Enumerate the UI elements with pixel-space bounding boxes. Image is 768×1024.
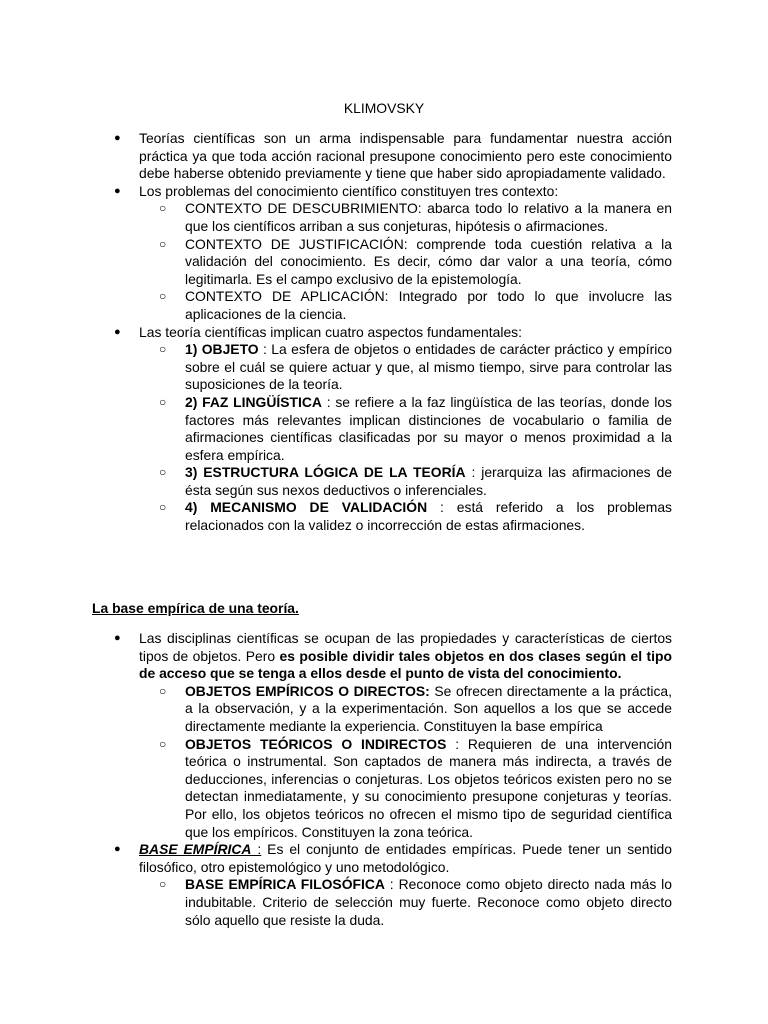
list-item: ● BASE EMPÍRICA : Es el conjunto de entidades empíricas. Puede tener un sentido filosófico, otro epistemológico y uno metodológico. ○ BASE EMPÍRICA FILOSÓFICA : Reconoce como objeto directo nada más lo indubitable. Criterio de selección muy fuerte. Reconoce como objeto directo sólo aquello que resiste la duda. <box>92 841 672 929</box>
sub-list-item: ○ CONTEXTO DE APLICACIÓN: Integrado por todo lo que involucre las aplicaciones de la ciencia. <box>139 288 672 323</box>
sub-list-item: ○ CONTEXTO DE DESCUBRIMIENTO: abarca todo lo relativo a la manera en que los científicos arriban a sus conjeturas, hipótesis o afirmaciones. <box>139 200 672 235</box>
aspects-sublist <box>139 341 672 535</box>
sub-list-item: ○ CONTEXTO DE JUSTIFICACIÓN: comprende toda cuestión relativa a la validación del conocimiento. Es decir, cómo dar valor a una teoría, cómo legitimarla. Es el campo exclusivo de la epistemología. <box>139 236 672 289</box>
contexts-sublist <box>139 200 672 323</box>
sub-list-item: ○ OBJETOS TEÓRICOS O INDIRECTOS : Requieren de una intervención teórica o instrumental. Son captados de manera más indirecta, a través de deducciones, inferencias o conjeturas. Los objetos teóricos existen pero no se detectan inmediatamente, y su conocimiento presupone conjeturas y teorías. Por ello, los objetos teóricos no ofrecen el mismo tipo de seguridad científica que los empíricos. Constituyen la zona teórica. <box>139 736 672 842</box>
sub-list-item: ○ 3) ESTRUCTURA LÓGICA DE LA TEORÍA : jerarquiza las afirmaciones de ésta según sus nexos deductivos o inferenciales. <box>139 464 672 499</box>
document-title: KLIMOVSKY <box>343 100 425 116</box>
list-item: ● Las disciplinas científicas se ocupan de las propiedades y características de ciertos tipos de objetos. Pero es posible dividir tales objetos en dos clases según el tipo de acceso que se tenga a ellos desde el punto de vista del conocimiento. ○ OBJETOS EMPÍRICOS O DIRECTOS: Se ofrecen directamente a la práctica, a la observación, y a la experimentación. Son aquellos a los que se accede directamente mediante la experiencia. Constituyen la base empírica ○ OBJETOS TEÓRICOS O INDIRECTOS : Requieren de una intervención teórica o instrumental. Son captados de manera más indirecta, a través de deducciones, inferencias o conjeturas. Los objetos teóricos existen pero no se detectan inmediatamente, y su conocimiento presupone conjeturas y teorías. Por ello, los objetos teóricos no ofrecen el mismo tipo de seguridad científica que los empíricos. Constituyen la zona teórica. <box>92 630 672 841</box>
sub-list-item: ○ 1) OBJETO : La esfera de objetos o entidades de carácter práctico y empírico sobre el cuál se quiere actuar y que, al mismo tiempo, sirve para controlar las suposiciones de la teoría. <box>139 341 672 394</box>
list-item: ● Teorías científicas son un arma indispensable para fundamentar nuestra acción práctica ya que toda acción racional presupone conocimiento pero este conocimiento debe haberse obtenido previamente y tiene que haber sido apropiadamente validado. <box>92 130 672 183</box>
list-item: ● Las teoría científicas implican cuatro aspectos fundamentales: ○ 1) OBJETO : La esfera de objetos o entidades de carácter práctico y empírico sobre el cuál se quiere actuar y que, al mismo tiempo, sirve para controlar las suposiciones de la teoría. ○ 2) FAZ LINGÜÍSTICA : se refiere a la faz lingüística de las teorías, donde los factores más relevantes implican distinciones de vocabulario o familia de afirmaciones científicas clasificadas por su mayor o menos proximidad a la esfera empírica. ○ 3) ESTRUCTURA LÓGICA DE LA TEORÍA : jerarquiza las afirmaciones de ésta según sus nexos deductivos o inferenciales. ○ 4) MECANISMO DE VALIDACIÓN : está referido a los problemas relacionados con la validez o incorrección de estas afirmaciones. <box>92 324 672 535</box>
objects-sublist <box>139 683 672 841</box>
list-item: ● Los problemas del conocimiento científico constituyen tres contexto: ○ CONTEXTO DE DESCUBRIMIENTO: abarca todo lo relativo a la manera en que los científicos arriban a sus conjeturas, hipótesis o afirmaciones. ○ CONTEXTO DE JUSTIFICACIÓN: comprende toda cuestión relativa a la validación del conocimiento. Es decir, cómo dar valor a una teoría, cómo legitimarla. Es el campo exclusivo de la epistemología. ○ CONTEXTO DE APLICACIÓN: Integrado por todo lo que involucre las aplicaciones de la ciencia. <box>92 183 672 324</box>
main-list-2 <box>92 630 682 929</box>
base-empirica-sublist <box>139 876 672 929</box>
section-heading: La base empírica de una teoría. <box>92 600 299 616</box>
section-base-empirica <box>92 630 682 929</box>
main-list <box>92 130 682 535</box>
sub-list-item: ○ 4) MECANISMO DE VALIDACIÓN : está referido a los problemas relacionados con la validez o incorrección de estas afirmaciones. <box>139 499 672 534</box>
sub-list-item: ○ OBJETOS EMPÍRICOS O DIRECTOS: Se ofrecen directamente a la práctica, a la observación, y a la experimentación. Son aquellos a los que se accede directamente mediante la experiencia. Constituyen la base empírica <box>139 683 672 736</box>
sub-list-item: ○ BASE EMPÍRICA FILOSÓFICA : Reconoce como objeto directo nada más lo indubitable. Criterio de selección muy fuerte. Reconoce como objeto directo sólo aquello que resiste la duda. <box>139 876 672 929</box>
section-klimovsky <box>92 130 682 535</box>
sub-list-item: ○ 2) FAZ LINGÜÍSTICA : se refiere a la faz lingüística de las teorías, donde los factores más relevantes implican distinciones de vocabulario o familia de afirmaciones científicas clasificadas por su mayor o menos proximidad a la esfera empírica. <box>139 394 672 464</box>
